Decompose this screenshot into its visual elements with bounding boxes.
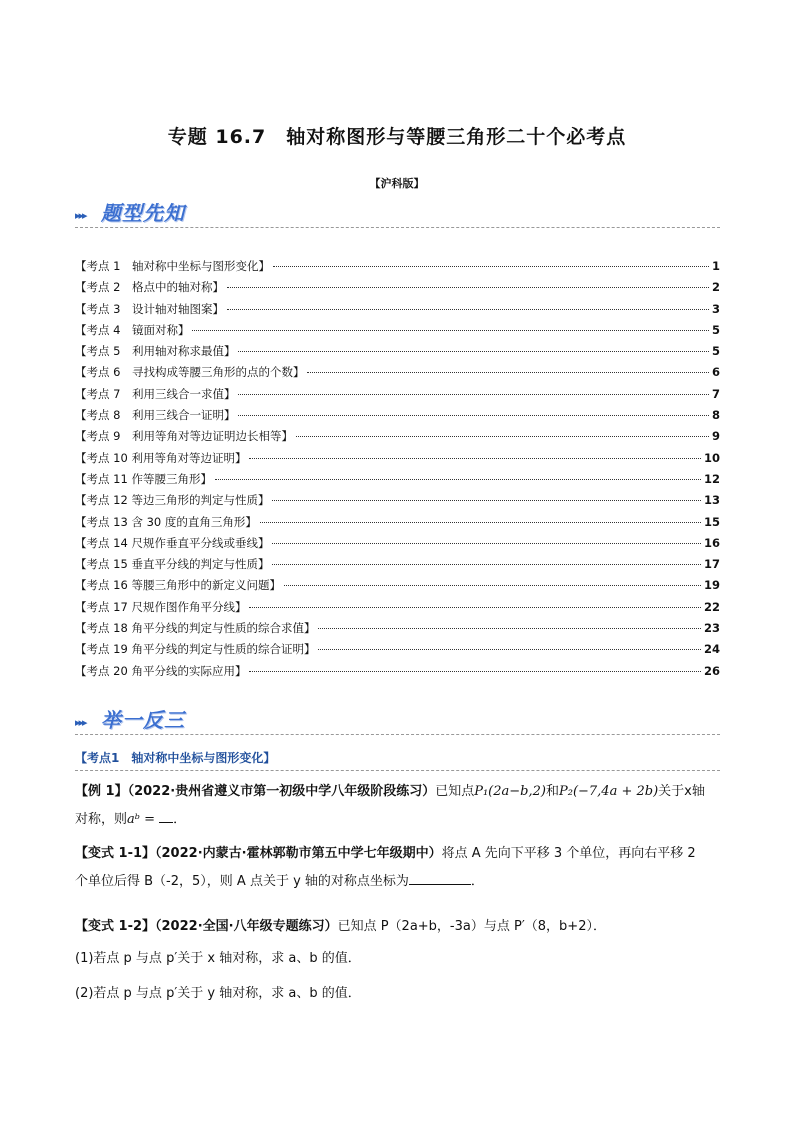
toc-entry-label: 【考点 15 垂直平分线的判定与性质】 xyxy=(75,557,270,572)
toc-entry-page: 9 xyxy=(711,429,720,444)
toc-entry-label: 【考点 10 利用等角对等边证明】 xyxy=(75,450,247,465)
toc-entry-label: 【考点 4 镜面对称】 xyxy=(75,322,190,337)
divider xyxy=(75,227,720,228)
question-2: (2)若点 p 与点 p′关于 y 轴对称，求 a、b 的值． xyxy=(75,986,361,1001)
toc-entry-page: 26 xyxy=(703,663,720,678)
toc-entry-label: 【考点 11 作等腰三角形】 xyxy=(75,471,212,486)
banner-title: 举一反三 xyxy=(101,708,185,732)
toc-leader-dots xyxy=(272,500,701,501)
banner-topic-preview xyxy=(75,198,720,228)
toc-entry[interactable] xyxy=(75,301,720,322)
toc-entry-page: 5 xyxy=(711,322,720,337)
toc-leader-dots xyxy=(284,585,701,586)
toc-entry[interactable] xyxy=(75,471,720,492)
math-point-p1: P₁(2a−b,2) xyxy=(474,784,546,799)
toc-entry-page: 19 xyxy=(703,578,720,593)
variant-text: 个单位后得 B（-2，5），则 A 点关于 y 轴的对称点坐标为 xyxy=(75,874,409,889)
toc-entry-label: 【考点 7 利用三线合一求值】 xyxy=(75,386,236,401)
variant-text: 已知点 P（2a+b，-3a）与点 P′（8，b+2）． xyxy=(337,919,606,934)
variant-source: （2022·全国·八年级专题练习） xyxy=(155,919,338,934)
toc-entry-page: 5 xyxy=(711,344,720,359)
toc-entry[interactable] xyxy=(75,343,720,364)
toc-entry-label: 【考点 8 利用三线合一证明】 xyxy=(75,408,236,423)
question-1: (1)若点 p 与点 p′关于 x 轴对称，求 a、b 的值． xyxy=(75,951,361,966)
example-source: （2022·贵州省遵义市第一初级中学八年级阶段练习） xyxy=(127,784,436,799)
toc-leader-dots xyxy=(238,351,709,352)
toc-entry[interactable] xyxy=(75,599,720,620)
variant-text: ． xyxy=(470,874,484,889)
toc-entry[interactable] xyxy=(75,620,720,641)
variant-text: 将点 A 先向下平移 3 个单位，再向右平移 2 xyxy=(441,846,696,861)
toc-entry-page: 1 xyxy=(711,259,720,273)
toc-entry[interactable] xyxy=(75,364,720,385)
toc-entry[interactable] xyxy=(75,514,720,535)
toc-entry-label: 【考点 6 寻找构成等腰三角形的点的个数】 xyxy=(75,365,305,380)
toc-leader-dots xyxy=(192,330,709,331)
toc-entry-label: 【考点 13 含 30 度的直角三角形】 xyxy=(75,514,257,529)
banner-practice xyxy=(75,705,720,735)
toc-leader-dots xyxy=(318,649,701,650)
example-text: 关于x轴 xyxy=(658,784,705,799)
toc-entry-label: 【考点 12 等边三角形的判定与性质】 xyxy=(75,493,270,508)
toc-entry-label: 【考点 2 格点中的轴对称】 xyxy=(75,280,224,295)
toc-entry-label: 【考点 17 尺规作图作角平分线】 xyxy=(75,599,247,614)
toc-leader-dots xyxy=(272,564,701,565)
section-heading: 【考点1 轴对称中坐标与图形变化】 xyxy=(75,751,276,765)
toc-entry[interactable] xyxy=(75,386,720,407)
toc-entry-label: 【考点 14 尺规作垂直平分线或垂线】 xyxy=(75,535,270,550)
toc-entry-label: 【考点 18 角平分线的判定与性质的综合求值】 xyxy=(75,621,316,636)
toc-leader-dots xyxy=(238,394,709,395)
variant-tag: 【变式 1-2】 xyxy=(75,919,156,934)
toc-leader-dots xyxy=(307,372,709,373)
toc-entry-label: 【考点 3 设计轴对轴图案】 xyxy=(75,301,224,316)
toc-entry-page: 23 xyxy=(703,621,720,636)
toc-entry[interactable] xyxy=(75,428,720,449)
math-expression: aᵇ = xyxy=(127,812,160,827)
toc-entry[interactable] xyxy=(75,450,720,471)
toc-entry-label: 【考点 1 轴对称中坐标与图形变化】 xyxy=(75,259,270,273)
toc-entry[interactable] xyxy=(75,322,720,343)
toc-entry-page: 2 xyxy=(711,280,720,295)
table-of-contents xyxy=(75,258,720,684)
toc-entry[interactable] xyxy=(75,663,720,684)
toc-leader-dots xyxy=(249,671,701,672)
toc-entry[interactable] xyxy=(75,535,720,556)
toc-entry-page: 3 xyxy=(711,301,720,316)
toc-entry-page: 7 xyxy=(711,386,720,401)
toc-entry-page: 6 xyxy=(711,365,720,380)
toc-leader-dots xyxy=(238,415,709,416)
toc-entry-page: 8 xyxy=(711,408,720,423)
toc-leader-dots xyxy=(273,266,709,267)
toc-leader-dots xyxy=(318,628,701,629)
toc-entry-page: 16 xyxy=(703,535,720,550)
toc-leader-dots xyxy=(249,458,701,459)
toc-entry-label: 【考点 16 等腰三角形中的新定义问题】 xyxy=(75,578,281,593)
banner-arrows-icon: ▸▸▸ xyxy=(75,716,86,729)
toc-entry[interactable] xyxy=(75,556,720,577)
toc-leader-dots xyxy=(249,607,701,608)
toc-entry-label: 【考点 9 利用等角对等边证明边长相等】 xyxy=(75,429,293,444)
toc-entry-page: 17 xyxy=(703,557,720,572)
example-tag: 【例 1】 xyxy=(75,784,128,799)
toc-entry-page: 15 xyxy=(703,514,720,529)
toc-entry[interactable] xyxy=(75,407,720,428)
toc-leader-dots xyxy=(260,522,701,523)
toc-entry-page: 13 xyxy=(703,493,720,508)
toc-entry-label: 【考点 20 角平分线的实际应用】 xyxy=(75,663,247,678)
toc-entry-page: 24 xyxy=(703,642,720,657)
divider xyxy=(75,734,720,735)
toc-entry-label: 【考点 19 角平分线的判定与性质的综合证明】 xyxy=(75,642,316,657)
edition-label: 【沪科版】 xyxy=(369,177,425,190)
toc-entry[interactable] xyxy=(75,492,720,513)
example-text: 对称，则 xyxy=(75,812,128,827)
variant-1-1 xyxy=(75,840,725,896)
example-text: 和 xyxy=(545,784,559,799)
toc-leader-dots xyxy=(227,287,709,288)
toc-entry-page: 10 xyxy=(703,450,720,465)
toc-leader-dots xyxy=(227,309,709,310)
toc-leader-dots xyxy=(215,479,701,480)
divider xyxy=(75,770,720,771)
toc-leader-dots xyxy=(296,436,709,437)
answer-blank[interactable] xyxy=(409,870,471,885)
variant-tag: 【变式 1-1】 xyxy=(75,846,156,861)
toc-entry-page: 22 xyxy=(703,599,720,614)
example-text: 已知点 xyxy=(435,784,475,799)
banner-title: 题型先知 xyxy=(101,201,185,225)
toc-leader-dots xyxy=(272,543,701,544)
toc-entry[interactable] xyxy=(75,258,720,279)
toc-entry-page: 12 xyxy=(703,471,720,486)
variant-source: （2022·内蒙古·霍林郭勒市第五中学七年级期中） xyxy=(155,846,442,861)
document-title: 专题 16.7 轴对称图形与等腰三角形二十个必考点 xyxy=(167,126,627,148)
math-point-p2: P₂(−7,4a + 2b) xyxy=(558,784,659,799)
answer-blank[interactable] xyxy=(159,808,173,823)
variant-1-2 xyxy=(75,913,725,941)
banner-arrows-icon: ▸▸▸ xyxy=(75,209,86,222)
toc-entry[interactable] xyxy=(75,641,720,662)
toc-entry-label: 【考点 5 利用轴对称求最值】 xyxy=(75,344,236,359)
example-text: ． xyxy=(173,812,187,827)
example-1 xyxy=(75,778,725,834)
toc-entry[interactable] xyxy=(75,279,720,300)
toc-entry[interactable] xyxy=(75,577,720,598)
